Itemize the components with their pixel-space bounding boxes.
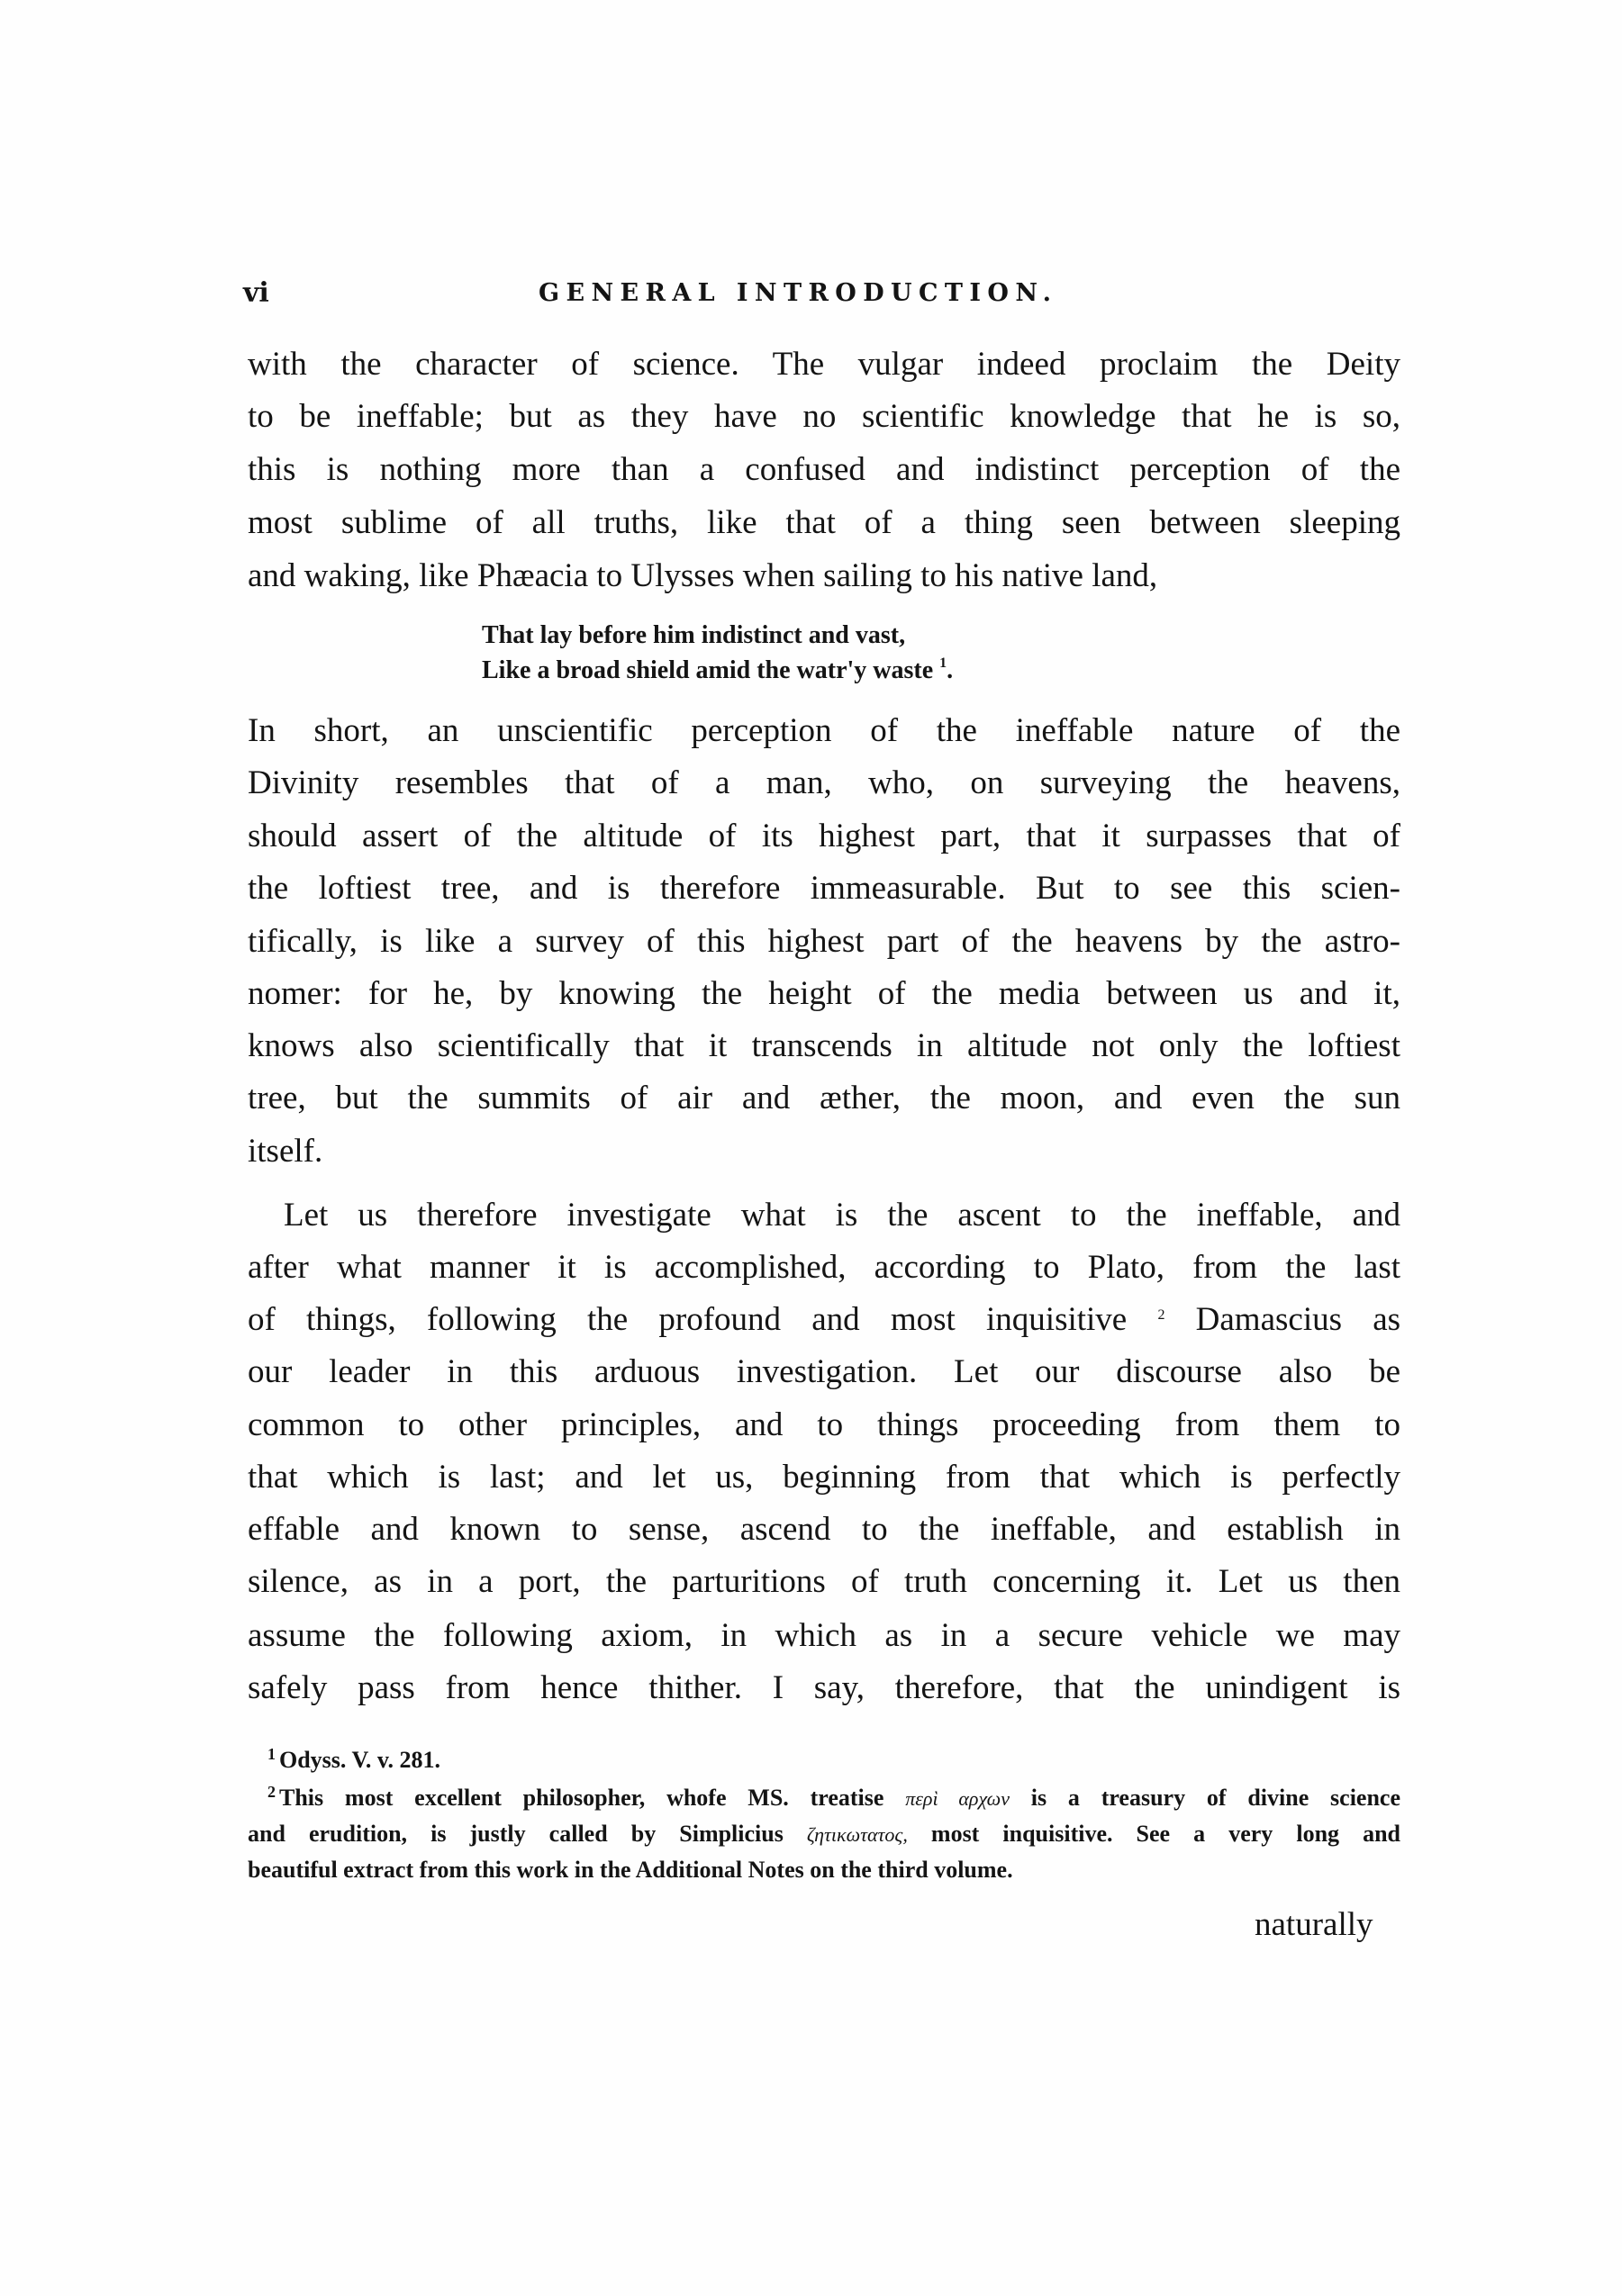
footnote-mark: 2	[267, 1783, 276, 1801]
running-title: GENERAL INTRODUCTION.	[539, 279, 1058, 307]
text-line: safely pass from hence thither. I say, therefore, that the unindigent is	[248, 1669, 1400, 1706]
text-line: tree, but the summits of air and æther, the moon, and even the sun	[248, 1080, 1400, 1116]
text-line: and waking, like Phæacia to Ulysses when sailing to his native land,	[248, 557, 1158, 594]
footnote-text: Odyss. V. v. 281.	[279, 1747, 440, 1773]
verse-line-text: Like a broad shield amid the watr'y waste	[482, 656, 934, 684]
footnote-reference-2[interactable]: 2	[1157, 1307, 1165, 1323]
footnote-2-line: beautiful extract from this work in the Additional Notes on the third volume.	[248, 1857, 1013, 1883]
text-line: that which is last; and let us, beginning from that which is perfectly	[248, 1459, 1400, 1496]
text-line: to be ineffable; but as they have no scientific knowledge that he is so,	[248, 398, 1400, 435]
footnote-reference-1[interactable]: 1	[939, 655, 947, 671]
text-line: silence, as in a port, the parturitions of truth concerning it. Let us then	[248, 1563, 1400, 1600]
text-segment: Damascius as	[1195, 1301, 1401, 1338]
verse-line	[482, 655, 953, 687]
text-segment: and erudition, is justly called by Simplicius	[248, 1821, 784, 1847]
text-line	[248, 1299, 1400, 1341]
text-line: knows also scientifically that it transcends in altitude not only the loftiest	[248, 1027, 1400, 1064]
text-line: common to other principles, and to things proceeding from them to	[248, 1406, 1400, 1443]
footnote-1	[267, 1744, 1400, 1776]
text-line: should assert of the altitude of its highest part, that it surpasses that of	[248, 818, 1400, 854]
text-segment: most inquisitive. See a very long and	[930, 1821, 1401, 1847]
verse-line: That lay before him indistinct and vast,	[482, 621, 906, 649]
text-segment: This most excellent philosopher, whofe MS. treatise	[279, 1785, 884, 1811]
text-line: Let us therefore investigate what is the ascent to the ineffable, and	[284, 1197, 1400, 1234]
text-line: Divinity resembles that of a man, who, on surveying the heavens,	[248, 764, 1400, 801]
footnote-2-line	[267, 1782, 1400, 1814]
footnote-mark: 1	[267, 1745, 276, 1763]
text-line: assume the following axiom, in which as in a secure vehicle we may	[248, 1617, 1400, 1654]
text-line: nomer: for he, by knowing the height of the media between us and it,	[248, 975, 1400, 1012]
footnote-2-line	[248, 1818, 1400, 1850]
text-line: this is nothing more than a confused and indistinct perception of the	[248, 451, 1400, 488]
greek-text: περὶ αρχων	[905, 1787, 1010, 1810]
text-line: our leader in this arduous investigation. Let our discourse also be	[248, 1353, 1400, 1390]
catchword: naturally	[1255, 1906, 1373, 1943]
greek-text: ζητικωτατος,	[806, 1823, 908, 1846]
text-line: after what manner it is accomplished, according to Plato, from the last	[248, 1249, 1400, 1286]
text-segment: of things, following the profound and most inquisitive	[248, 1301, 1128, 1338]
text-line: the loftiest tree, and is therefore immeasurable. But to see this scien-	[248, 870, 1400, 907]
text-line: effable and known to sense, ascend to the ineffable, and establish in	[248, 1511, 1400, 1548]
verse-end-punctuation: .	[947, 656, 954, 684]
text-line: itself.	[248, 1133, 323, 1170]
text-segment: is a treasury of divine science	[1030, 1785, 1400, 1811]
text-line: with the character of science. The vulgar indeed proclaim the Deity	[248, 346, 1400, 383]
page-number: vi	[243, 277, 269, 309]
text-line: tifically, is like a survey of this highest part of the heavens by the astro-	[248, 923, 1400, 960]
text-line: most sublime of all truths, like that of a thing seen between sleeping	[248, 504, 1400, 541]
text-line: In short, an unscientific perception of the ineffable nature of the	[248, 712, 1400, 749]
